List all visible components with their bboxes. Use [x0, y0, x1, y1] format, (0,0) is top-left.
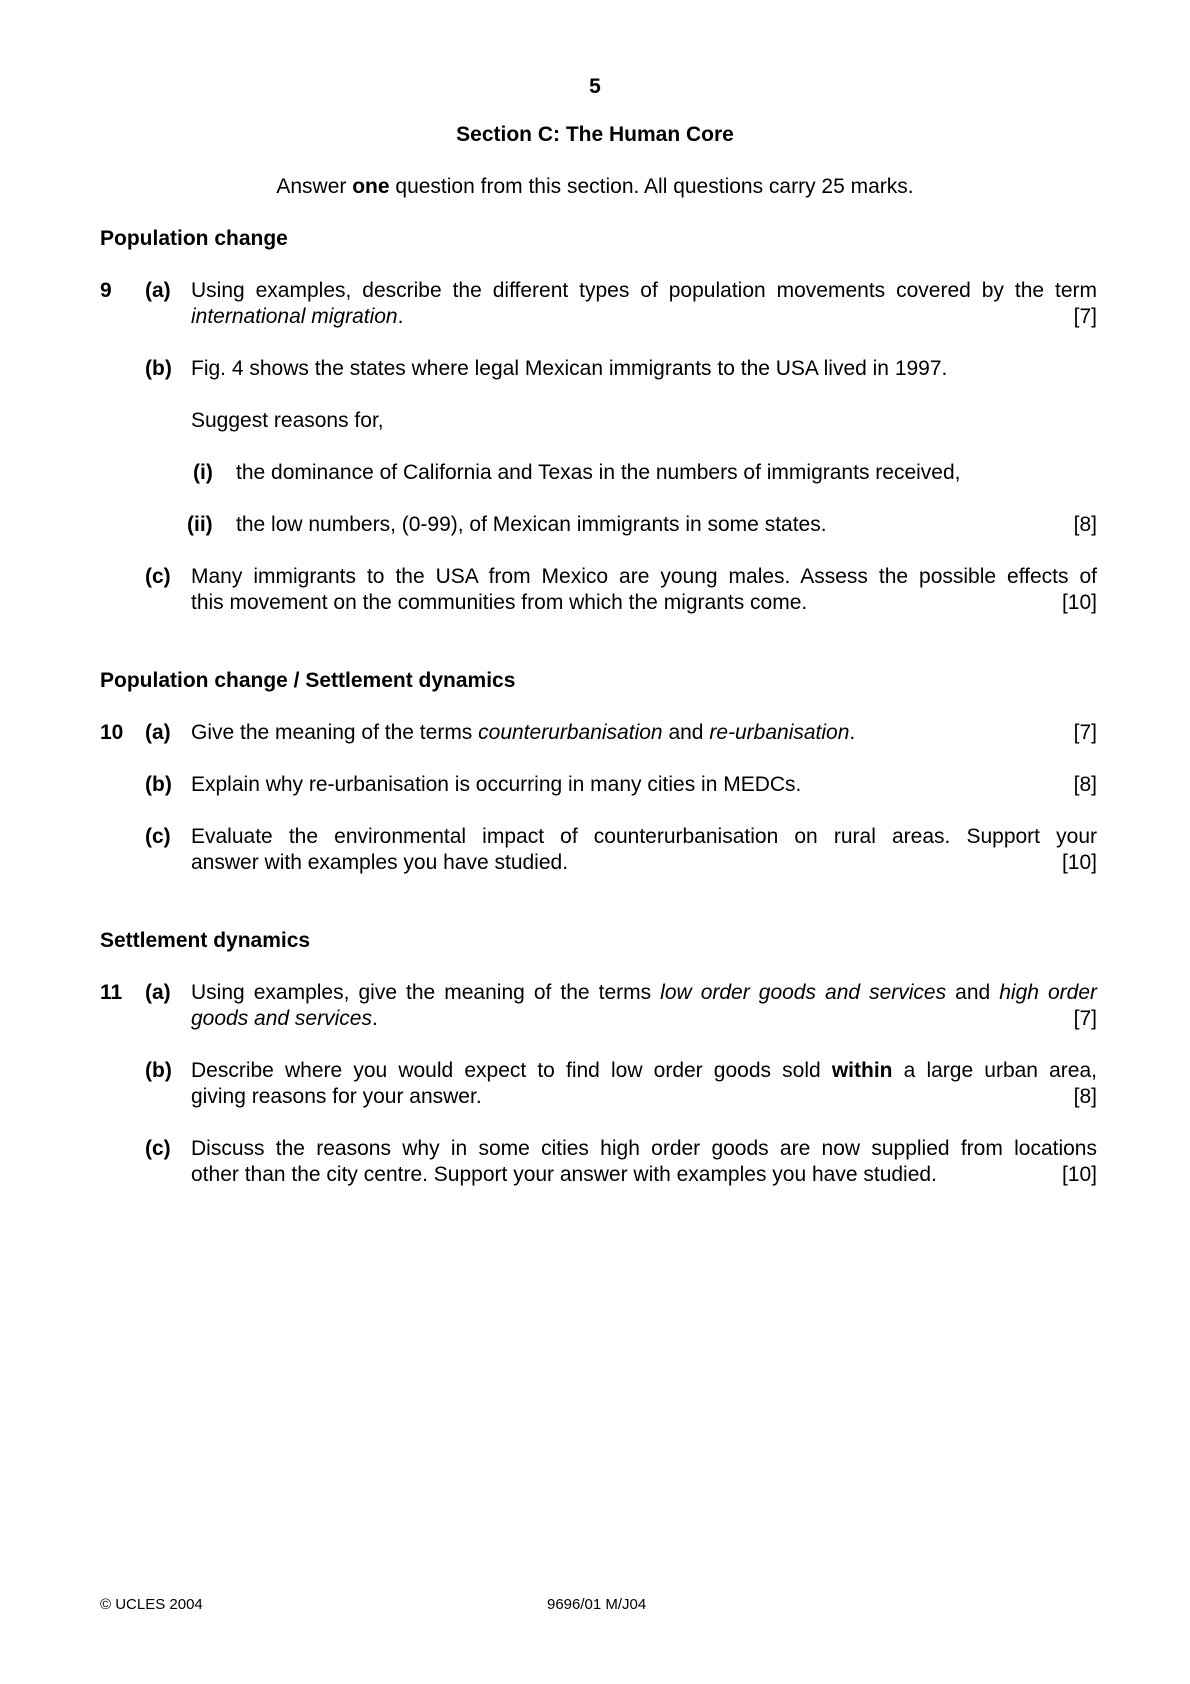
section-title: Section C: The Human Core: [456, 123, 734, 146]
q9-part-b-i-text: the dominance of California and Texas in the numbers of immigrants received,: [236, 461, 961, 484]
q10-part-a-label: (a): [145, 721, 171, 744]
q11-part-a-mid: and: [955, 981, 1000, 1004]
q11-part-c-mark: [10]: [1061, 1163, 1097, 1186]
q9-part-a-mark: [7]: [1073, 305, 1097, 328]
q9-part-a-period: .: [397, 305, 404, 328]
q10-part-b-label: (b): [145, 773, 172, 796]
q11-part-b-bold-word: within: [831, 1059, 893, 1082]
question-number-11: 11: [100, 981, 123, 1004]
topic-heading-population-settlement: Population change / Settlement dynamics: [100, 669, 516, 692]
question-number-9: 9: [100, 279, 112, 302]
q9-part-c-mark: [10]: [1061, 591, 1097, 614]
q9-part-b-i-label: (i): [193, 461, 213, 484]
q9-part-c-line1: Many immigrants to the USA from Mexico are young males. Assess the possible effects of: [191, 565, 1097, 588]
q11-part-a-term-1: low order goods and services: [660, 981, 947, 1004]
q11-part-a-label: (a): [145, 981, 171, 1004]
instructions-post: question from this section. All questions carry 25 marks.: [389, 175, 914, 198]
instructions-bold: one: [352, 175, 390, 198]
q11-part-b-line1: [191, 1058, 1097, 1084]
page-number: 5: [589, 75, 601, 98]
q10-part-a-pre: Give the meaning of the terms: [191, 721, 479, 744]
q11-part-b-mark: [8]: [1073, 1085, 1097, 1108]
q11-part-b-label: (b): [145, 1059, 172, 1082]
q11-part-a-line1: [191, 980, 1097, 1006]
q10-part-b-mark: [8]: [1073, 773, 1097, 796]
q11-part-b-line2: giving reasons for your answer.: [191, 1085, 482, 1108]
q9-part-b-label: (b): [145, 357, 172, 380]
footer-paper-code: 9696/01 M/J04: [547, 1596, 647, 1613]
q9-part-a-line1: Using examples, describe the different types of population movements covered by the term: [191, 279, 1097, 302]
q10-part-a-period: .: [849, 721, 856, 744]
footer-copyright: © UCLES 2004: [100, 1596, 203, 1613]
q11-part-a-mark: [7]: [1073, 1007, 1097, 1030]
instructions-pre: Answer: [276, 175, 353, 198]
q9-part-c-line2: this movement on the communities from which the migrants come.: [191, 591, 808, 614]
q11-part-c-line2: other than the city centre. Support your answer with examples you have studied.: [191, 1163, 937, 1186]
q11-part-a-line2: [191, 1006, 1097, 1032]
section-instructions: [0, 174, 1190, 200]
q9-part-b-ii-text: the low numbers, (0-99), of Mexican immigrants in some states.: [236, 513, 827, 536]
q11-part-a-pre: Using examples, give the meaning of the terms: [191, 981, 661, 1004]
topic-heading-population-change: Population change: [100, 227, 288, 250]
q11-part-b-pre: Describe where you would expect to find low order goods sold: [191, 1059, 832, 1082]
q10-part-c-mark: [10]: [1061, 851, 1097, 874]
q11-part-b-post: a large urban area,: [903, 1059, 1097, 1082]
q10-part-c-line1: Evaluate the environmental impact of counterurbanisation on rural areas. Support your: [191, 825, 1097, 848]
topic-heading-settlement-dynamics: Settlement dynamics: [100, 929, 311, 952]
q10-part-c-line2: answer with examples you have studied.: [191, 851, 569, 874]
q10-part-c-label: (c): [145, 825, 171, 848]
q11-part-c-label: (c): [145, 1137, 171, 1160]
q11-part-c-line1: Discuss the reasons why in some cities high order goods are now supplied from locations: [191, 1137, 1097, 1160]
q9-part-a-line2: [191, 304, 1097, 330]
q10-part-a-text: [191, 720, 1097, 746]
q11-part-a-period: .: [371, 1007, 378, 1030]
q11-part-a-term-2b: goods and services: [191, 1007, 372, 1030]
q11-part-a-term-2a: high order: [999, 981, 1097, 1004]
q10-part-a-term-2: re-urbanisation: [709, 721, 850, 744]
q10-part-a-term-1: counterurbanisation: [478, 721, 663, 744]
q10-part-a-mark: [7]: [1073, 721, 1097, 744]
q9-part-c-label: (c): [145, 565, 171, 588]
q10-part-b-text: Explain why re-urbanisation is occurring in many cities in MEDCs.: [191, 773, 802, 796]
q9-part-a-italic-term: international migration: [191, 305, 398, 328]
q9-part-b-line2: Suggest reasons for,: [191, 409, 384, 432]
q9-part-b-line1: Fig. 4 shows the states where legal Mexican immigrants to the USA lived in 1997.: [191, 357, 948, 380]
q9-part-b-mark: [8]: [1073, 513, 1097, 536]
q9-part-a-label: (a): [145, 279, 171, 302]
q10-part-a-mid: and: [662, 721, 710, 744]
question-number-10: 10: [100, 721, 124, 744]
q9-part-b-ii-label: (ii): [187, 513, 213, 536]
